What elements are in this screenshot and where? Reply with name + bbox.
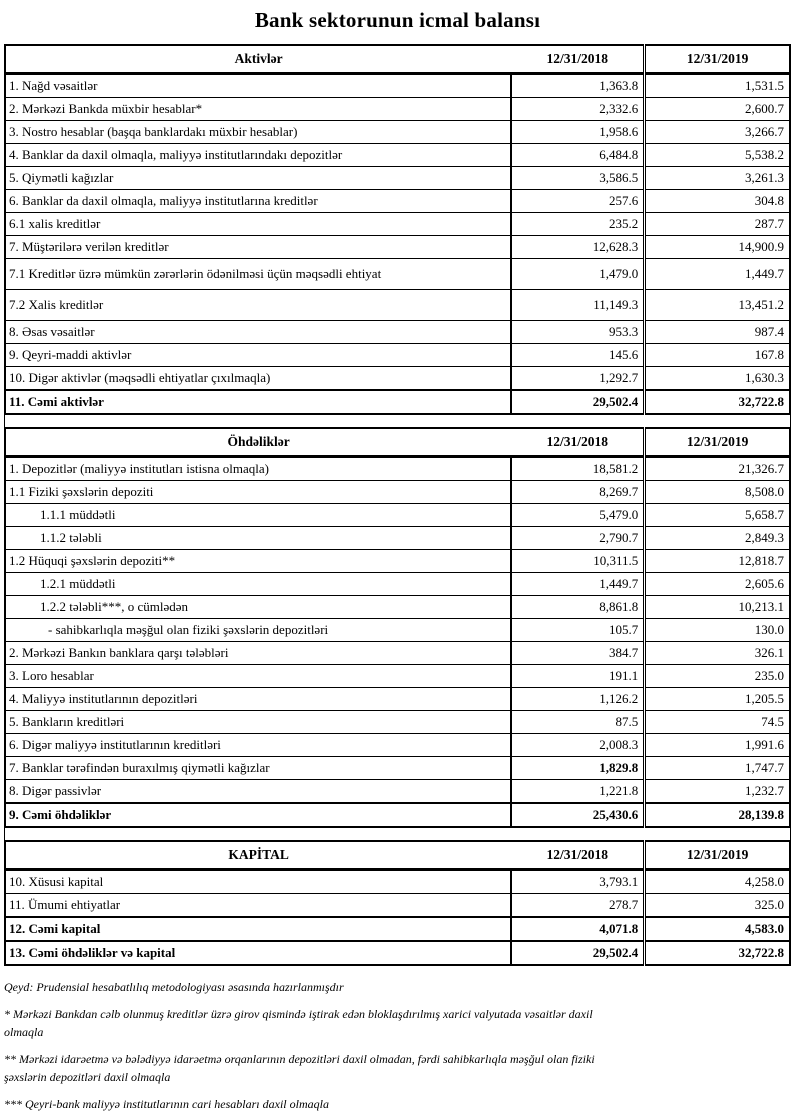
table-row [5,344,790,367]
row-label: 1.2 Hüquqi şəxslərin depoziti** [5,550,511,573]
table-row [5,74,790,98]
value-2018: 6,484.8 [511,144,644,167]
row-label: 8. Digər passivlər [5,780,511,804]
value-2019: 4,583.0 [645,917,790,941]
value-2018: 12,628.3 [511,236,644,259]
value-2018: 3,793.1 [511,870,644,894]
value-2019: 235.0 [645,665,790,688]
table-row [5,290,790,321]
row-label: 10. Digər aktivlər (məqsədli ehtiyatlar çıxılmaqla) [5,367,511,391]
row-label: 1.2.1 müddətli [5,573,511,596]
value-2018: 1,126.2 [511,688,644,711]
value-2019: 5,538.2 [645,144,790,167]
table-row [5,780,790,804]
row-label: 7.1 Kreditlər üzrə mümkün zərərlərin ödənilməsi üçün məqsədli ehtiyat [5,259,511,290]
table-row [5,481,790,504]
value-2018: 1,958.6 [511,121,644,144]
row-label: 6.1 xalis kreditlər [5,213,511,236]
table-row [5,190,790,213]
table-row [5,894,790,918]
value-2019: 167.8 [645,344,790,367]
section-gap [4,415,791,427]
row-label: 3. Loro hesablar [5,665,511,688]
value-2019: 987.4 [645,321,790,344]
row-label: 1.1.1 müddətli [5,504,511,527]
section-table-1 [4,427,791,828]
table-row [5,619,790,642]
table-row [5,596,790,619]
row-label: 4. Maliyyə institutlarının depozitləri [5,688,511,711]
value-2018: 2,008.3 [511,734,644,757]
column-header-2018: 12/31/2018 [511,841,644,870]
value-2019: 12,818.7 [645,550,790,573]
table-row [5,527,790,550]
footnote-1: * Mərkəzi Bankdan cəlb olunmuş kreditlər üzrə girov qismində iştirak edən bloklaşdırılmış xarici valyutada vəsaitlər daxil olmaqla [4,1007,593,1039]
section-header-label: KAPİTAL [5,841,511,870]
table-row [5,504,790,527]
table-row [5,390,790,414]
value-2018: 29,502.4 [511,941,644,965]
value-2018: 1,829.8 [511,757,644,780]
value-2019: 32,722.8 [645,941,790,965]
row-label: 5. Bankların kreditləri [5,711,511,734]
row-label: 9. Cəmi öhdəliklər [5,803,511,827]
value-2019: 304.8 [645,190,790,213]
row-label: 10. Xüsusi kapital [5,870,511,894]
row-label: 9. Qeyri-maddi aktivlər [5,344,511,367]
row-label: 7.2 Xalis kreditlər [5,290,511,321]
page-title: Bank sektorunun icmal balansı [254,8,541,32]
footnote-2: ** Mərkəzi idarəetmə və bələdiyyə idarəetmə orqanlarının depozitləri daxil olmadan, fərdi sahibkarlıqla məşğul olan fiziki şəxslərin depozitləri daxil olmaqla [4,1052,595,1084]
value-2019: 74.5 [645,711,790,734]
row-label: 4. Banklar da daxil olmaqla, maliyyə institutlarındakı depozitlər [5,144,511,167]
column-header-2019: 12/31/2019 [645,45,790,74]
header-row [5,428,790,457]
table-row [5,665,790,688]
value-2018: 3,586.5 [511,167,644,190]
value-2019: 130.0 [645,619,790,642]
value-2019: 32,722.8 [645,390,790,414]
column-header-2018: 12/31/2018 [511,45,644,74]
value-2019: 1,747.7 [645,757,790,780]
column-header-2019: 12/31/2019 [645,428,790,457]
row-label: 11. Ümumi ehtiyatlar [5,894,511,918]
value-2019: 3,261.3 [645,167,790,190]
value-2019: 1,232.7 [645,780,790,804]
value-2019: 1,205.5 [645,688,790,711]
column-header-2019: 12/31/2019 [645,841,790,870]
footnote-3: *** Qeyri-bank maliyyə institutlarının cari hesabları daxil olmaqla [4,1097,329,1111]
note-line: Qeyd: Prudensial hesabatlılıq metodologiyası əsasında hazırlanmışdır [4,980,344,994]
value-2019: 2,849.3 [645,527,790,550]
table-row [5,757,790,780]
value-2018: 87.5 [511,711,644,734]
value-2019: 2,605.6 [645,573,790,596]
row-label: 1. Depozitlər (maliyyə institutları istisna olmaqla) [5,457,511,481]
value-2018: 953.3 [511,321,644,344]
value-2018: 8,861.8 [511,596,644,619]
value-2019: 13,451.2 [645,290,790,321]
value-2018: 278.7 [511,894,644,918]
table-row [5,803,790,827]
table-row [5,550,790,573]
value-2018: 257.6 [511,190,644,213]
value-2018: 105.7 [511,619,644,642]
value-2018: 5,479.0 [511,504,644,527]
table-row [5,367,790,391]
value-2019: 326.1 [645,642,790,665]
value-2018: 11,149.3 [511,290,644,321]
value-2018: 235.2 [511,213,644,236]
value-2019: 325.0 [645,894,790,918]
section-header-label: Aktivlər [5,45,511,74]
value-2018: 1,479.0 [511,259,644,290]
table-row [5,213,790,236]
table-row [5,941,790,965]
row-label: 6. Digər maliyyə institutlarının kreditləri [5,734,511,757]
value-2018: 191.1 [511,665,644,688]
value-2018: 1,292.7 [511,367,644,391]
row-label: 1.1 Fiziki şəxslərin depoziti [5,481,511,504]
row-label: 5. Qiymətli kağızlar [5,167,511,190]
value-2018: 1,449.7 [511,573,644,596]
value-2019: 2,600.7 [645,98,790,121]
table-row [5,121,790,144]
table-row [5,98,790,121]
value-2018: 10,311.5 [511,550,644,573]
value-2018: 18,581.2 [511,457,644,481]
value-2019: 3,266.7 [645,121,790,144]
table-row [5,457,790,481]
row-label: 7. Müştərilərə verilən kreditlər [5,236,511,259]
row-label: 11. Cəmi aktivlər [5,390,511,414]
table-row [5,144,790,167]
table-row [5,917,790,941]
table-row [5,711,790,734]
value-2018: 1,221.8 [511,780,644,804]
row-label: 3. Nostro hesablar (başqa banklardakı müxbir hesablar) [5,121,511,144]
tables-container [4,44,791,966]
column-header-2018: 12/31/2018 [511,428,644,457]
value-2018: 4,071.8 [511,917,644,941]
value-2019: 287.7 [645,213,790,236]
row-label: 2. Mərkəzi Bankın banklara qarşı tələbləri [5,642,511,665]
value-2018: 25,430.6 [511,803,644,827]
row-label: - sahibkarlıqla məşğul olan fiziki şəxslərin depozitləri [5,619,511,642]
value-2018: 384.7 [511,642,644,665]
table-row [5,870,790,894]
value-2019: 5,658.7 [645,504,790,527]
table-row [5,688,790,711]
row-label: 1.2.2 tələbli***, o cümlədən [5,596,511,619]
value-2019: 14,900.9 [645,236,790,259]
table-row [5,167,790,190]
row-label: 2. Mərkəzi Bankda müxbir hesablar* [5,98,511,121]
value-2018: 145.6 [511,344,644,367]
header-row [5,841,790,870]
value-2019: 21,326.7 [645,457,790,481]
header-row [5,45,790,74]
value-2019: 1,531.5 [645,74,790,98]
value-2019: 28,139.8 [645,803,790,827]
section-gap [4,828,791,840]
table-row [5,236,790,259]
value-2019: 1,991.6 [645,734,790,757]
table-row [5,321,790,344]
section-table-2 [4,840,791,966]
row-label: 13. Cəmi öhdəliklər və kapital [5,941,511,965]
value-2019: 8,508.0 [645,481,790,504]
table-row [5,259,790,290]
footnotes [4,978,791,1113]
row-label: 1.1.2 tələbli [5,527,511,550]
row-label: 6. Banklar da daxil olmaqla, maliyyə institutlarına kreditlər [5,190,511,213]
row-label: 7. Banklar tərəfindən buraxılmış qiymətli kağızlar [5,757,511,780]
row-label: 1. Nağd vəsaitlər [5,74,511,98]
value-2019: 1,449.7 [645,259,790,290]
value-2018: 29,502.4 [511,390,644,414]
value-2018: 1,363.8 [511,74,644,98]
value-2018: 2,332.6 [511,98,644,121]
row-label: 12. Cəmi kapital [5,917,511,941]
table-row [5,734,790,757]
value-2018: 2,790.7 [511,527,644,550]
value-2019: 1,630.3 [645,367,790,391]
row-label: 8. Əsas vəsaitlər [5,321,511,344]
table-row [5,642,790,665]
value-2019: 10,213.1 [645,596,790,619]
table-row [5,573,790,596]
balance-sheet-page [0,8,800,1111]
section-table-0 [4,44,791,415]
section-header-label: Öhdəliklər [5,428,511,457]
value-2018: 8,269.7 [511,481,644,504]
value-2019: 4,258.0 [645,870,790,894]
